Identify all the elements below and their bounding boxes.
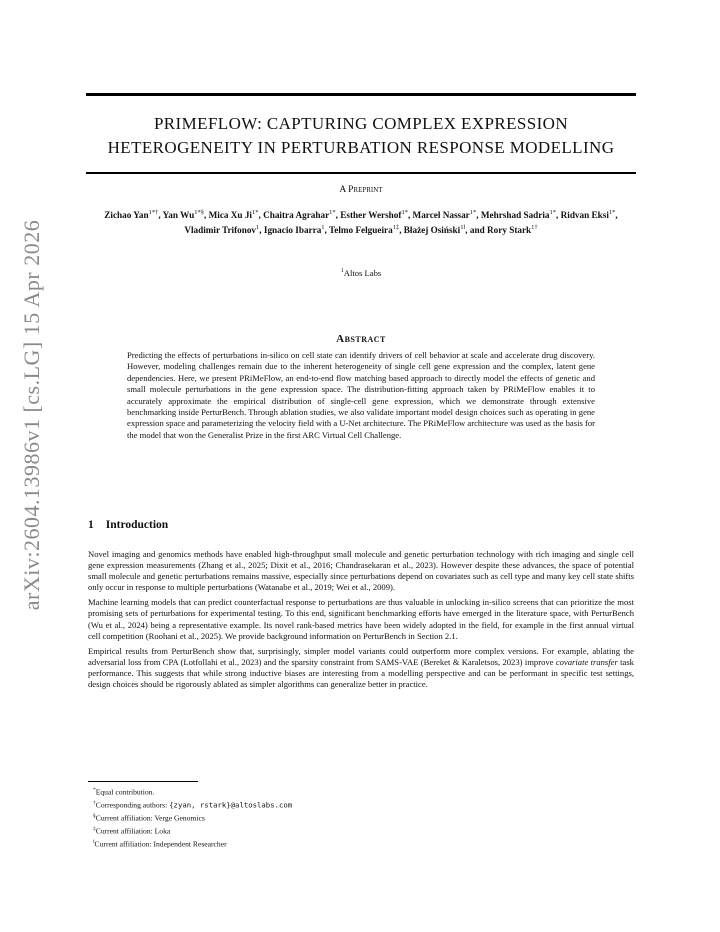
- introduction-body: [88, 549, 634, 694]
- author-mark: 1*: [549, 209, 557, 216]
- footnote: ‡Current affiliation: Loka: [93, 826, 171, 836]
- title-top-rule: [86, 93, 636, 96]
- author-mark: 1*†: [148, 209, 159, 216]
- preprint-label: A Preprint: [339, 185, 383, 195]
- title-bottom-rule: [86, 172, 636, 174]
- footnote: ‖Current affiliation: Independent Researcher: [93, 839, 227, 849]
- author-name: Vladimir Trifonov: [184, 224, 257, 235]
- author-mark: 1*§: [194, 209, 204, 216]
- arxiv-stamp: [12, 180, 52, 650]
- author-mark: 1*: [329, 209, 336, 216]
- author-name: Błażej Osiński: [403, 224, 461, 235]
- author-name: Ignacio Ibarra: [263, 224, 322, 235]
- footnote-rule: [88, 781, 198, 782]
- section-number: 1: [88, 519, 94, 531]
- author-mark: 1*: [251, 209, 259, 216]
- title-line-1: PRIMEFLOW: CAPTURING COMPLEX EXPRESSION: [153, 114, 569, 133]
- footnote: †Corresponding authors: {zyan, rstark}@altoslabs.com: [93, 800, 293, 810]
- author-name: Mica Xu Ji: [208, 210, 252, 221]
- footnotes: [93, 785, 292, 850]
- abstract-text: Predicting the effects of perturbations in-silico on cell state can identify drivers of cell behavior at scale and accelerate drug discovery. However, modeling challenges remain due to the inherent heterogeneity of single cell gene expression and the complex, latent gene dependencies. Here, we present PRiMeFlow, an end-to-end flow matching based approach to directly model the effects of genetic and small molecule perturbations in the gene expression space. The distribution-fitting approach taken by PRiMeFlow enables it to accurately approximate the empirical distribution of single-cell gene expression, which we demonstrate through extensive benchmarking inside PerturBench. Through ablation studies, we also validate important model design choices such as operating in gene expression space and parameterizing the velocity field with a U-Net architecture. The PRiMeFlow architecture was used as the basis for the model that won the Generalist Prize in the first ARC Virtual Cell Challenge.: [127, 350, 595, 440]
- author-name: Zichao Yan: [104, 210, 149, 221]
- paper-title: [86, 112, 636, 160]
- author-list: Zichao Yan$^{1*\dagger}$, Yan $Wu^{1*\S}$, Mica Xu $Ji^{1*}$, Chaitra Agrahar$^{1*}$, Esther Wershof$^{1*}$, Marcel Nassar$^{1*}$, Mehrshad Sadria$^{1*}$, Ridvan Eksi$^{1*}$, Vladimir Trifonov$^1$, Ignacio Ibarra$^1$, Telmo Felgueira$^{1\ddagger}$, Błażej Osiński$^{1‖}$, and Rory Stark$^{1\dagger}$: [104, 209, 618, 235]
- author-name: Mehrshad Sadria: [480, 210, 550, 221]
- section-title: Introduction: [105, 519, 169, 531]
- author-mark: 1: [321, 223, 325, 231]
- paragraph: Empirical results from PerturBench show that, surprisingly, simpler model variants could outperform more complex versions. For example, ablating the adversarial loss from CPA (Lotfollahi et al., 2023) and the sparsity constraint from SAMS-VAE (Bereket & Karaletsos, 2023) improve covariate transfer task performance. This suggests that while strong inductive biases are interesting from a modelling perspective and can be performant in specific test settings, design choices should be rigorously ablated as simpler algorithms can generalize better in practice.: [88, 645, 634, 690]
- author-name: Chaitra Agrahar: [263, 210, 330, 221]
- author-mark: 1: [256, 223, 260, 231]
- author-name: Marcel Nassar: [412, 210, 470, 221]
- author-name: Rory Stark: [487, 224, 532, 235]
- arxiv-stamp-text: arXiv:2604.13986v1 [cs.LG] 15 Apr 2026: [19, 219, 44, 611]
- footnote: §Current affiliation: Verge Genomics: [93, 813, 205, 823]
- section-heading: [88, 519, 168, 531]
- author-mark: 1*: [608, 209, 616, 216]
- paragraph: Machine learning models that can predict counterfactual response to perturbations are thus valuable in unlocking in-silico screens that can prioritize the most promising sets of perturbations for experimental testing. To this end, significant benchmarking efforts have emerged in the literature space, with PerturBench (Wu et al., 2024) being a representative example. Its novel rank-based metrics have been widely adopted in the field, for example in the first annual virtual cell competition (Roohani et al., 2025). We provide background information on PerturBench in Section 2.1.: [88, 597, 634, 641]
- paragraph: Novel imaging and genomics methods have enabled high-throughput small molecule and genetic perturbation technology with rich imaging and single cell gene expression measurements (Zhang et al., 2025; Dixit et al., 2016; Chandrasekaran et al., 2023). However despite these advances, the space of potential small molecule and genetic perturbations remains massive, especially since perturbations depend on covariates such as cell type and many key cell state shifts only occur in response to multiple perturbations (Watanabe et al., 2019; Wei et al., 2009).: [88, 549, 634, 593]
- title-line-2: HETEROGENEITY IN PERTURBATION RESPONSE MODELLING: [107, 138, 615, 157]
- author-mark: 1†: [531, 223, 538, 231]
- author-mark: 1‖: [460, 223, 466, 231]
- abstract-heading: Abstract: [336, 333, 386, 345]
- author-name: Yan Wu: [162, 210, 195, 221]
- affiliation: $^1$Altos Labs: [340, 268, 382, 278]
- author-mark: 1‡: [392, 223, 400, 231]
- email-link[interactable]: {zyan, rstark}@altoslabs.com: [169, 800, 293, 810]
- author-mark: 1*: [469, 209, 477, 216]
- author-name: Telmo Felgueira: [328, 224, 393, 235]
- author-name: Esther Wershof: [340, 210, 402, 221]
- footnote: *Equal contribution.: [93, 787, 155, 797]
- author-name: Ridvan Eksi: [560, 210, 609, 221]
- author-mark: 1*: [401, 209, 408, 216]
